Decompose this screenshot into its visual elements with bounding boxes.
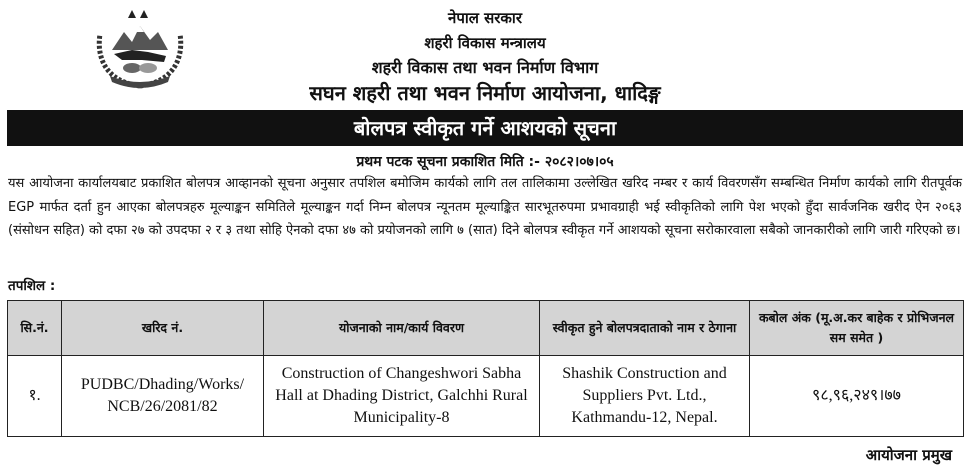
header-bidder: स्वीकृत हुने बोलपत्रदाताको नाम र ठेगाना [540,301,750,356]
notice-title: बोलपत्र स्वीकृत गर्ने आशयको सूचना [7,110,963,146]
table-header-row [8,301,964,356]
published-date: प्रथम पटक सूचना प्रकाशित मिति :- २०८२।०७।०५ [356,154,614,170]
header-procurement-no: खरिद नं. [62,301,264,356]
table-row [8,356,964,437]
header-amount: कबोल अंक (मू.अ.कर बाहेक र प्रोभिजनल सम समेत ) [750,301,964,356]
cell-bidder: Shashik Construction and Suppliers Pvt. Ltd., Kathmandu-12, Nepal. [540,356,750,437]
header-sn: सि.नं. [8,301,62,356]
cell-sn: १. [8,356,62,437]
cell-amount: ९८,९६,२४९।७७ [750,356,964,437]
cell-project: Construction of Changeshwori Sabha Hall at Dhading District, Galchhi Rural Municipality-8 [264,356,540,437]
department-name: शहरी विकास तथा भवन निर्माण विभाग [371,58,599,77]
header-project: योजनाको नाम/कार्य विवरण [264,301,540,356]
cell-procurement-no: PUDBC/Dhading/Works/ NCB/26/2081/82 [62,356,264,437]
office-name: सघन शहरी तथा भवन निर्माण आयोजना, धादिङ्ग [309,81,661,105]
notice-body: यस आयोजना कार्यालयबाट प्रकाशित बोलपत्र आव्हानको सूचना अनुसार तपशिल बमोजिम कार्यको लागि तल तालिकामा उल्लेखित खरिद नम्बर र कार्य विवरणसँग सम्बन्धित निर्माण कार्यको लागि रीतपूर्वक EGP मार्फत दर्ता हुन आएका बोलपत्रहरु मूल्याङ्कन समितिले मूल्याङ्कन गर्दा निम्न बोलपत्र न्यूनतम मूल्याङ्कित सारभूतरुपमा प्रभावग्राही भई स्वीकृतिको लागि पेश भएको हुँदा सार्वजनिक खरीद ऐन २०६३ (संसोधन सहित) को दफा २७ को उपदफा २ र ३ तथा सोहि ऐनको दफा ४७ को प्रयोजनको लागि ७ (सात) दिने बोलपत्र स्वीकृत गर्ने आशयको सूचना सरोकारवाला सबैको जानकारीको लागि जारी गरिएको छ। [8,176,962,238]
ministry-name: शहरी विकास मन्त्रालय [424,34,546,52]
tender-table [7,300,964,437]
details-label: तपशिल : [8,278,56,294]
government-name: नेपाल सरकार [448,9,522,27]
signature-title: आयोजना प्रमुख [865,446,952,464]
